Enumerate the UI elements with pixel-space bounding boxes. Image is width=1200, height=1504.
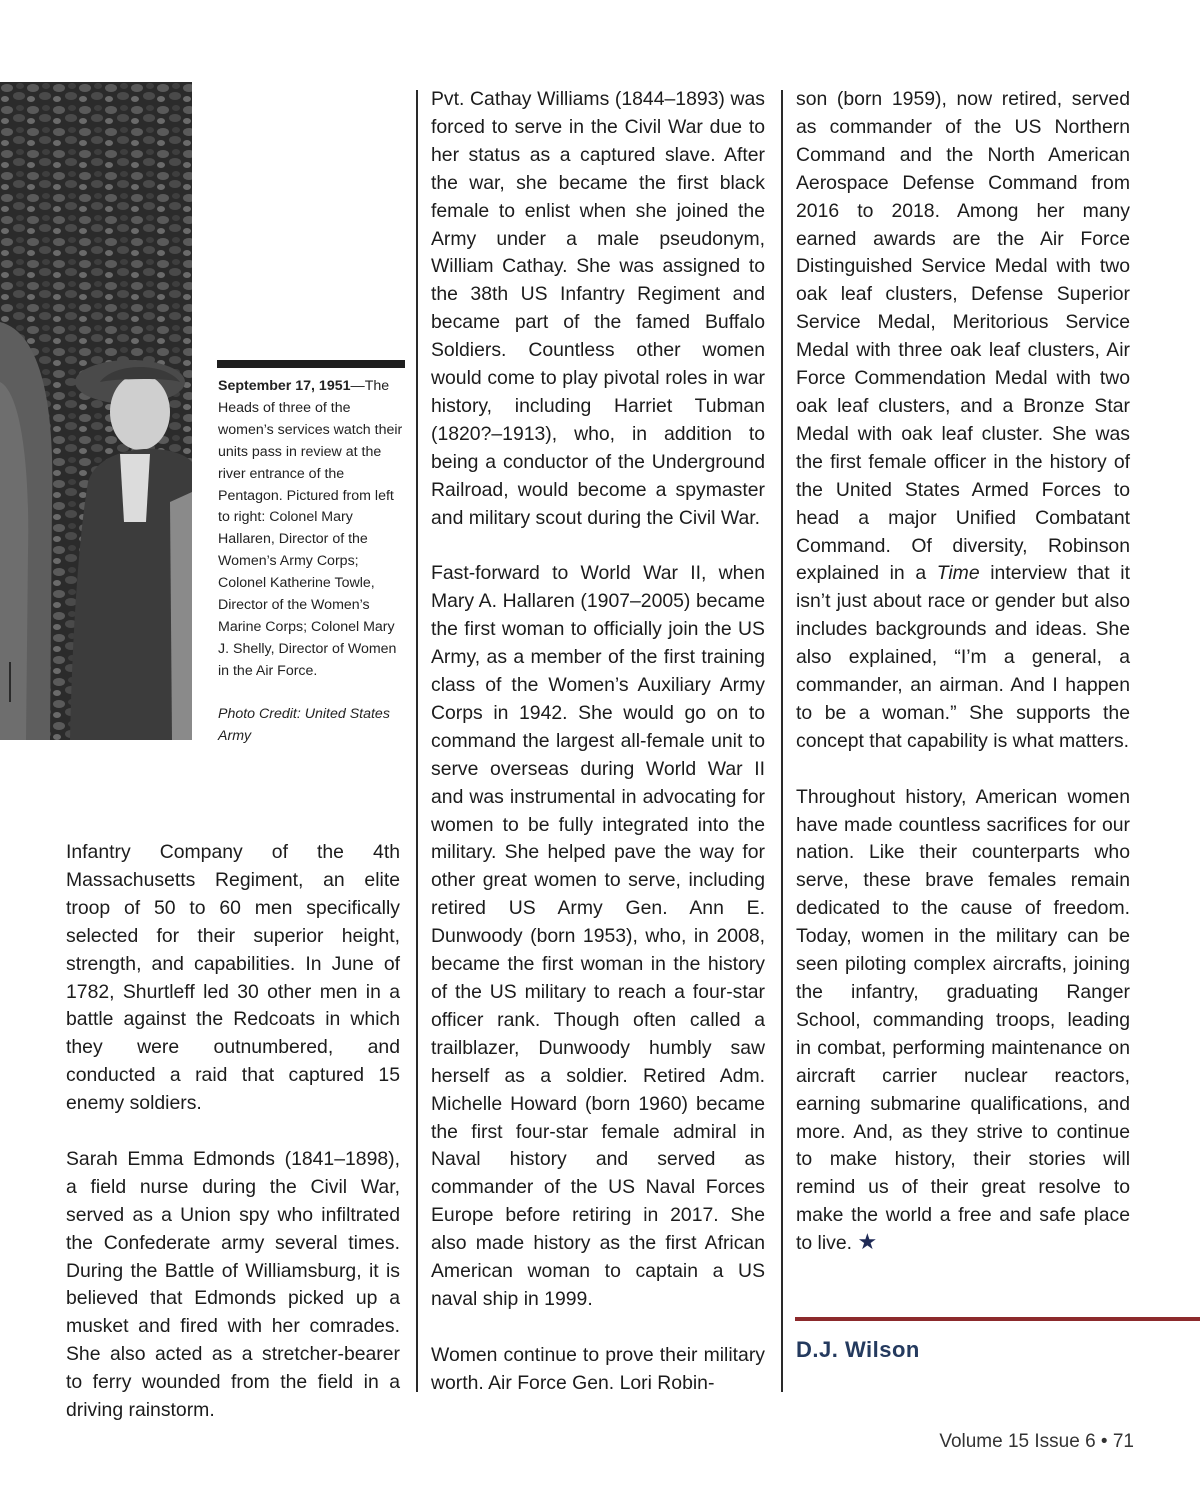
text-column-2 — [431, 86, 765, 1398]
column-rule — [416, 90, 418, 1392]
caption-date: September 17, 1951 — [218, 378, 351, 394]
paragraph-text: interview that it isn’t just about race or gender but also includes backgrounds and ideas. She also explained, “I’m a general, a commander, an airman. And I happen to be a woman.” She supports the concept that capability is what matters. — [796, 562, 1130, 752]
caption-rule — [217, 360, 405, 368]
text-column-3 — [796, 86, 1130, 1258]
paragraph: Infantry Company of the 4th Massachusetts Regiment, an elite troop of 50 to 60 men specifically selected for their superior height, strength, and capabilities. In June of 1782, Shurtleff led 30 other men in a battle against the Redcoats in which they were outnumbered, and conducted a raid that captured 15 enemy soldiers. — [66, 841, 400, 1115]
magazine-title: Time — [936, 562, 980, 585]
author-rule — [795, 1317, 1200, 1321]
column-rule — [781, 90, 783, 1392]
author-byline: D.J. Wilson — [796, 1337, 920, 1362]
paragraph: Pvt. Cathay Williams (1844–1893) was forced to serve in the Civil War due to her status as a captured slave. After the war, she became the first black female to enlist when she joined the Army under a male pseudonym, William Cathay. She was assigned to the 38th US Infantry Regiment and became part of the famed Buffalo Soldiers. Countless other women would come to play pivotal roles in war history, including Harriet Tubman (1820?–1913), who, in addition to being a conductor of the Underground Railroad, would become a spymaster and military scout during the Civil War. — [431, 88, 765, 529]
photo-credit: Photo Credit: United States Army — [218, 705, 390, 744]
caption-text: —The Heads of three of the women’s services watch their units pass in review at the river entrance of the Pentagon. Pictured from left to right: Colonel Mary Hallaren, Director of the Women’s Army Corps; Colonel Katherine Towle, Director of the Women’s Marine Corps; Colonel Mary J. Shelly, Director of Women in the Air Force. — [218, 378, 403, 679]
historical-photo — [0, 82, 192, 740]
text-column-1 — [66, 839, 400, 1425]
paragraph-text: son (born 1959), now retired, served as commander of the US Northern Command and the North American Aerospace Defense Command from 2016 to 2018. Among her many earned awards are the Air Force Distinguished Service Medal with two oak leaf clusters, Defense Superior Service Medal, Meritorious Service Medal with three oak leaf clusters, Air Force Commendation Medal with two oak leaf clusters, and a Bronze Star Medal with oak leaf cluster. She was the first female officer in the history of the United States Armed Forces to head a major Unified Combatant Command. Of diversity, Robinson explained in a — [796, 88, 1130, 585]
paragraph: Fast-forward to World War II, when Mary A. Hallaren (1907–2005) became the first woman to officially join the US Army, as a member of the first training class of the Women’s Auxiliary Army Corps in 1942. She would go on to command the largest all-female unit to serve overseas during World War II and was instrumental in advocating for women to be fully integrated into the military. She helped pave the way for other great women to serve, including retired US Army Gen. Ann E. Dunwoody (born 1953), who, in 2008, became the first woman in the history of the US military to reach a four-star officer rank. Though often called a trailblazer, Dunwoody humbly saw herself as a soldier. Retired Adm. Michelle Howard (born 1960) became the first four-star female admiral in Naval history and served as commander of the US Naval Forces Europe before retiring in 2017. She also made history as the first African American woman to captain a US naval ship in 1999. — [431, 562, 765, 1310]
paragraph — [796, 86, 1130, 756]
photo-caption — [218, 376, 408, 748]
paragraph: Women continue to prove their military worth. Air Force Gen. Lori Robin- — [431, 1343, 765, 1394]
paragraph — [796, 784, 1130, 1258]
page-folio: Volume 15 Issue 6 • 71 — [939, 1431, 1134, 1452]
paragraph: Sarah Emma Edmonds (1841–1898), a field nurse during the Civil War, served as a Union spy who infiltrated the Confederate army several times. During the Battle of Williamsburg, it is believed that Edmonds picked up a musket and fired with her comrades. She also acted as a stretcher-bearer to ferry wounded from the field in a driving rainstorm. — [66, 1147, 400, 1422]
paragraph-text: Throughout history, American women have made countless sacrifices for our nation. Like their counterparts who serve, these brave females remain dedicated to the cause of freedom. Today, women in the military can be seen piloting complex aircrafts, joining the infantry, graduating Ranger School, commanding troops, leading in combat, performing maintenance on aircraft carrier nuclear reactors, earning submarine qualifications, and more. And, as they strive to continue to make history, their stories will remind us of their great resolve to make the world a free and safe place to live. — [796, 785, 1130, 1255]
star-icon: ★ — [857, 1229, 878, 1255]
